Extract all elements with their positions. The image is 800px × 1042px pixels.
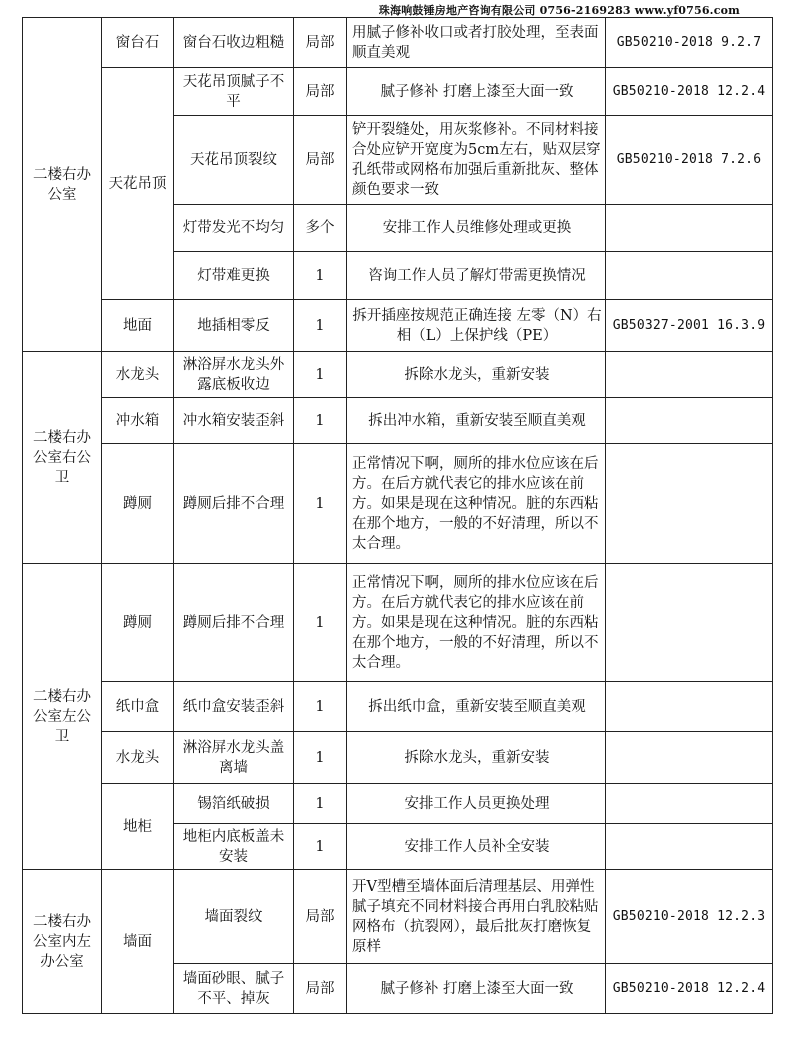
standard-cell: GB50210-2018 12.2.4 [606, 964, 773, 1014]
part-cell: 蹲厕 [102, 564, 174, 682]
issue-cell: 淋浴屏水龙头盖离墙 [174, 732, 294, 784]
issue-cell: 墙面砂眼、腻子不平、掉灰 [174, 964, 294, 1014]
table-row [23, 564, 773, 682]
solution-cell: 拆开插座按规范正确连接 左零（N）右相（L）上保护线（PE） [347, 300, 606, 352]
quantity-cell: 1 [294, 732, 347, 784]
part-cell: 地柜 [102, 784, 174, 870]
issue-cell: 天花吊顶腻子不平 [174, 68, 294, 116]
quantity-cell: 局部 [294, 964, 347, 1014]
solution-cell: 腻子修补 打磨上漆至大面一致 [347, 68, 606, 116]
standard-cell [606, 682, 773, 732]
company-header-text: 珠海响鼓锤房地产咨询有限公司 0756-2169283 www.yf0756.com [378, 4, 740, 17]
issue-cell: 窗台石收边粗糙 [174, 18, 294, 68]
issue-cell: 淋浴屏水龙头外露底板收边 [174, 352, 294, 398]
standard-cell: GB50327-2001 16.3.9 [606, 300, 773, 352]
part-cell: 水龙头 [102, 352, 174, 398]
solution-cell: 开V型槽至墙体面后清理基层、用弹性腻子填充不同材料接合再用白乳胶粘贴网格布（抗裂网），最后批灰打磨恢复原样 [347, 870, 606, 964]
solution-cell: 安排工作人员维修处理或更换 [347, 205, 606, 252]
room-cell: 二楼右办公室内左办公室 [23, 870, 102, 1014]
page-header [0, 0, 800, 18]
solution-cell: 正常情况下啊，厕所的排水位应该在后方。在后方就代表它的排水应该在前方。如果是现在这种情况。脏的东西粘在那个地方，一般的不好清理，所以不太合理。 [347, 564, 606, 682]
part-cell: 蹲厕 [102, 444, 174, 564]
issue-cell: 蹲厕后排不合理 [174, 444, 294, 564]
inspection-table [22, 17, 773, 1014]
solution-cell: 正常情况下啊，厕所的排水位应该在后方。在后方就代表它的排水应该在前方。如果是现在这种情况。脏的东西粘在那个地方，一般的不好清理，所以不太合理。 [347, 444, 606, 564]
part-cell: 墙面 [102, 870, 174, 1014]
table-row [23, 682, 773, 732]
quantity-cell: 1 [294, 824, 347, 870]
part-cell: 天花吊顶 [102, 68, 174, 300]
quantity-cell: 1 [294, 352, 347, 398]
part-cell: 地面 [102, 300, 174, 352]
solution-cell: 安排工作人员补全安装 [347, 824, 606, 870]
standard-cell [606, 252, 773, 300]
table-row [23, 352, 773, 398]
standard-cell: GB50210-2018 9.2.7 [606, 18, 773, 68]
part-cell: 纸巾盒 [102, 682, 174, 732]
quantity-cell: 1 [294, 252, 347, 300]
standard-cell [606, 824, 773, 870]
quantity-cell: 局部 [294, 68, 347, 116]
issue-cell: 纸巾盒安装歪斜 [174, 682, 294, 732]
part-cell: 窗台石 [102, 18, 174, 68]
quantity-cell: 1 [294, 300, 347, 352]
standard-cell: GB50210-2018 12.2.4 [606, 68, 773, 116]
solution-cell: 咨询工作人员了解灯带需更换情况 [347, 252, 606, 300]
issue-cell: 灯带发光不均匀 [174, 205, 294, 252]
quantity-cell: 1 [294, 564, 347, 682]
issue-cell: 地柜内底板盖未安装 [174, 824, 294, 870]
solution-cell: 腻子修补 打磨上漆至大面一致 [347, 964, 606, 1014]
quantity-cell: 局部 [294, 870, 347, 964]
issue-cell: 墙面裂纹 [174, 870, 294, 964]
room-cell: 二楼右办公室 [23, 18, 102, 352]
standard-cell [606, 444, 773, 564]
issue-cell: 天花吊顶裂纹 [174, 116, 294, 205]
solution-cell: 安排工作人员更换处理 [347, 784, 606, 824]
quantity-cell: 1 [294, 784, 347, 824]
standard-cell: GB50210-2018 12.2.3 [606, 870, 773, 964]
solution-cell: 拆出纸巾盒，重新安装至顺直美观 [347, 682, 606, 732]
quantity-cell: 多个 [294, 205, 347, 252]
issue-cell: 蹲厕后排不合理 [174, 564, 294, 682]
table-row [23, 398, 773, 444]
table-row [23, 870, 773, 964]
table-row [23, 444, 773, 564]
part-cell: 冲水箱 [102, 398, 174, 444]
table-row [23, 784, 773, 824]
solution-cell: 拆除水龙头，重新安装 [347, 352, 606, 398]
table-row [23, 732, 773, 784]
table-row [23, 18, 773, 68]
room-cell: 二楼右办公室左公卫 [23, 564, 102, 870]
standard-cell [606, 732, 773, 784]
solution-cell: 用腻子修补收口或者打胶处理，至表面顺直美观 [347, 18, 606, 68]
quantity-cell: 局部 [294, 116, 347, 205]
issue-cell: 灯带难更换 [174, 252, 294, 300]
issue-cell: 锡箔纸破损 [174, 784, 294, 824]
standard-cell: GB50210-2018 7.2.6 [606, 116, 773, 205]
issue-cell: 冲水箱安装歪斜 [174, 398, 294, 444]
standard-cell [606, 352, 773, 398]
standard-cell [606, 398, 773, 444]
quantity-cell: 1 [294, 682, 347, 732]
quantity-cell: 局部 [294, 18, 347, 68]
inspection-table-wrapper [22, 17, 772, 1014]
quantity-cell: 1 [294, 444, 347, 564]
table-row [23, 68, 773, 116]
quantity-cell: 1 [294, 398, 347, 444]
issue-cell: 地插相零反 [174, 300, 294, 352]
standard-cell [606, 205, 773, 252]
solution-cell: 拆除水龙头，重新安装 [347, 732, 606, 784]
solution-cell: 拆出冲水箱，重新安装至顺直美观 [347, 398, 606, 444]
solution-cell: 铲开裂缝处，用灰浆修补。不同材料接合处应铲开宽度为5cm左右，贴双层穿孔纸带或网格布加强后重新批灰、整体颜色要求一致 [347, 116, 606, 205]
part-cell: 水龙头 [102, 732, 174, 784]
room-cell: 二楼右办公室右公卫 [23, 352, 102, 564]
standard-cell [606, 784, 773, 824]
standard-cell [606, 564, 773, 682]
table-row [23, 300, 773, 352]
